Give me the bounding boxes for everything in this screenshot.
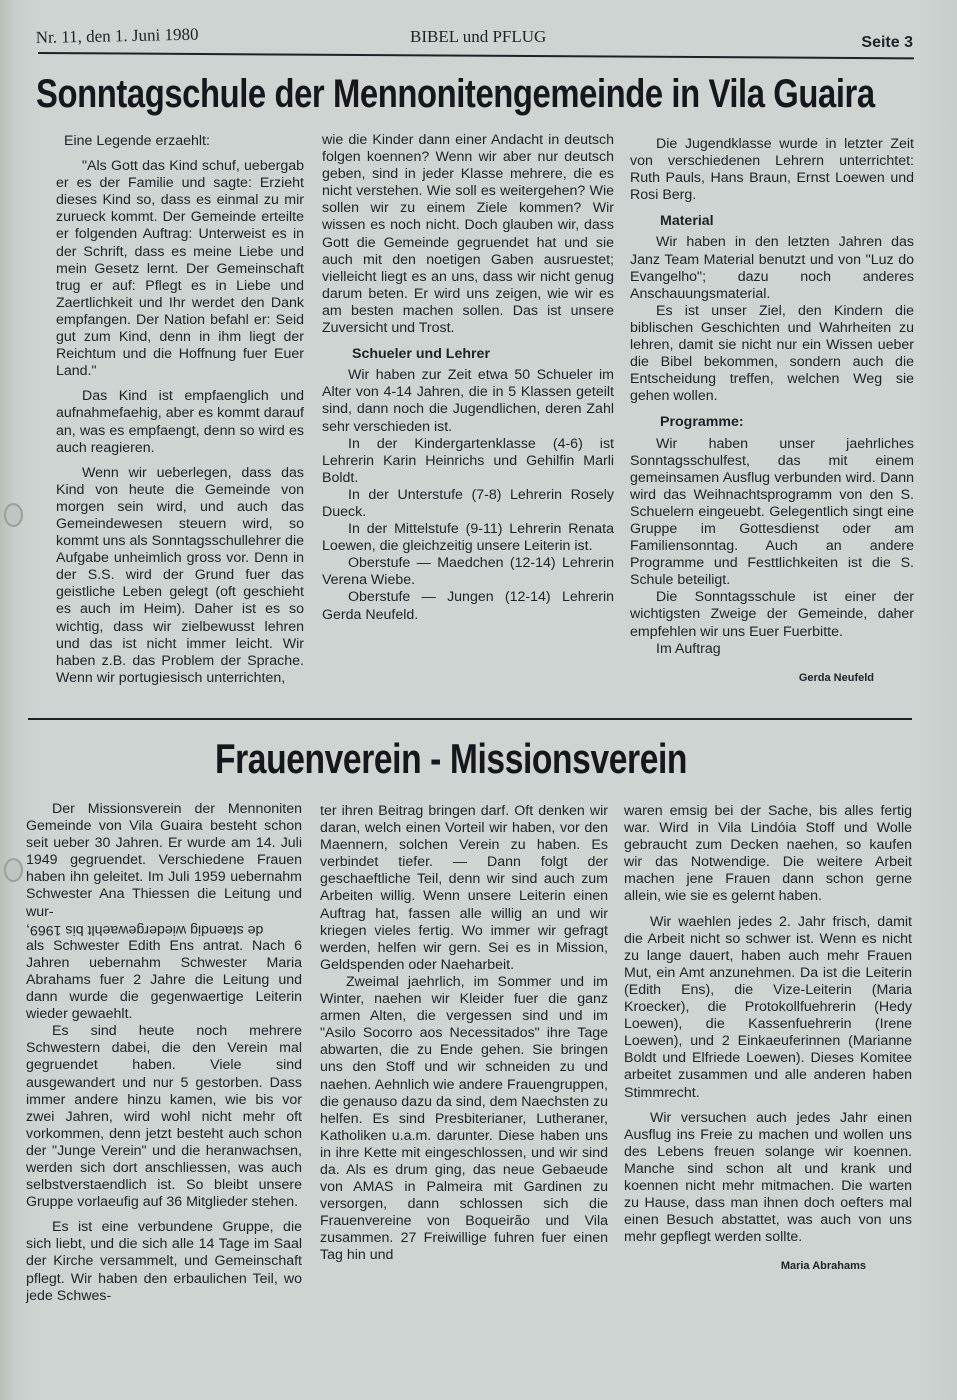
author-signature: Maria Abrahams	[780, 1260, 866, 1273]
text-run: als Schwester Edith Ens antrat. Nach 6 Jahren uebernahm Schwester Maria Abrahams fuer 2 Jahre die Leitung und dann wurde die gegenwaertige Leiterin wieder gewaehlt.	[26, 937, 302, 1023]
paragraph: waren emsig bei der Sache, bis alles fertig war. Wird in Vila Lindóia Stoff und Wolle gebraucht zum Decken naehen, so kaufen wir das Notwendige. Die weitere Arbeit machen jene Frauen dann schon gerne allein, wie sie es gelernt haben.	[624, 803, 912, 905]
page-number: Seite 3	[861, 34, 913, 51]
paragraph: Zweimal jaehrlich, im Sommer und im Winter, naehen wir Kleider fuer die ganz armen Alten, die vergessen sind und im "Asilo Socorro aos Necessitados" ihre Tage abwarten, die zu Ende gehen. Sie bringen uns den Stoff und wir schneiden zu und naehen. Aehnlich wie andere Frauengruppen, die genauso dazu da sind, dem Naechsten zu helfen. Es sind Presbiterianer, Lutheraner, Katholiken u.a.m. darunter. Diese haben uns in ihre Kette mit eingeschlossen, und wir sind da. Als es drum ging, das neue Gebaeude von AMAS in Palmeira mit Gardinen zu versorgen, dann schlossen sich die Frauenvereine von Boqueirão und Vila zusammen. 27 Freiwillige fuhren fuer einen Tag hin und	[320, 973, 608, 1264]
section-heading: Programme:	[660, 414, 744, 431]
article1-column-3	[630, 136, 914, 687]
paragraph: Es ist eine verbundene Gruppe, die sich liebt, und die sich alle 14 Tage im Saal der Kirche versammelt, und Gemeinschaft pflegt. Wir haben den erbaulichen Teil, wo jede Schwes-	[26, 1219, 302, 1304]
header-rule	[38, 52, 914, 59]
paragraph: Oberstufe — Jungen (12-14) Lehrerin Gerda Neufeld.	[322, 589, 614, 623]
paragraph: Wir versuchen auch jedes Jahr einen Ausflug ins Freie zu machen und wollen uns des Lebens freuen solange wir koennen. Manche sind schon alt und krank und koennen nicht mehr mitmachen. Die warten zu Hause, dass man ihnen doch oefters mal einen Besuch abstattet, was auch von uns mehr gepflegt werden sollte.	[624, 1109, 912, 1246]
article2-column-2	[320, 803, 608, 1265]
paragraph: "Als Gott das Kind schuf, uebergab er es der Familie und sagte: Erzieht dieses Kind so, dass es einmal zu mir zurueck kommt. Der Gemeinde erteilte er folgenden Auftrag: Unterweist es in der Schrift, dass es meine Liebe und mein Gesetz lernt. Der Gemeinschaft trug er auf: Pflegt es in Liebe und Zaertlichkeit und Ihr werdet den Dank empfangen. Der Nation befahl er: Seid gut zum Kind, denn in ihm liegt der Reichtum und die Hoffnung fuer Euer Land."	[56, 158, 304, 380]
upside-down-text: de staendig wiedergewaehlt bis 1969,	[26, 921, 264, 938]
paragraph: Wir haben zur Zeit etwa 50 Schueler im Alter von 4-14 Jahren, die in 5 Klassen geteilt sind, dann noch die Jugendlichen, deren Zahl sehr verschieden ist.	[322, 367, 614, 435]
paragraph: Es sind heute noch mehrere Schwestern dabei, die den Verein mal gegruendet haben. Viele sind ausgewandert und nur 5 gestorben. Dass immer andere hinzu kamen, wie bis vor zwei Jahren, wird wohl nicht mehr oft vorkommen, denn jetzt besteht auch schon der "Junge Verein" und die heranwachsen, werden sich dort anschliessen, was auch selbstverstaendlich ist. So bleibt unsere Gruppe vorlaeufig auf 36 Mitglieder stehen.	[26, 1023, 302, 1211]
paragraph	[26, 801, 302, 1023]
paragraph: Eine Legende erzaehlt:	[64, 133, 210, 149]
section-divider	[28, 718, 912, 720]
issue-date: Nr. 11, den 1. Juni 1980	[35, 24, 199, 48]
paragraph: Wir haben unser jaehrliches Sonntagsschulfest, das mit einem gemeinsamen Ausflug verbunden wird. Dann wird das Weihnachtsprogramm von den S. Schuelern eingeuebt. Gelegentlich singt eine Gruppe im Gottesdienst oder am Familiensonntag. Auch an andere Programme und Festtlichkeiten ist die S. Schule beteiligt.	[630, 435, 914, 589]
paragraph: ter ihren Beitrag bringen darf. Oft denken wir daran, welch einen Vorteil wir haben, vor den Maennern, solchen Verein zu haben. Es verbindet tiefer. — Dann folgt der geschaeftliche Teil, denn wir sind auch zum Arbeiten willig. Wenn unsere Leiterin einen Auftrag hat, fassen alle willig an und wir kriegen vieles fertig. Wo immer wir gefragt werden, helfen wir gern. Sei es in Mission, Geldspenden oder Naeharbeit.	[320, 803, 608, 973]
paragraph: Wir waehlen jedes 2. Jahr frisch, damit die Arbeit nicht so schwer ist. Wenn es nicht zu lange dauert, haben auch mehr Frauen Mut, ein Amt anzunehmen. Da ist die Leiterin (Edith Ens), die Vize-Leiterin (Maria Kroecker), die Protokollfuehrerin (Hedy Loewen), die Kassenfuehrerin (Irene Loewen), und 2 Einkaeuferinnen (Marianne Boldt und Elfriede Loewen). Dieses Komitee arbeitet zusammen und alle anderen haben Stimmrecht.	[624, 913, 912, 1101]
paragraph: In der Unterstufe (7-8) Lehrerin Rosely Dueck.	[322, 486, 614, 520]
article1-column-2	[322, 132, 614, 624]
paragraph: Die Jugendklasse wurde in letzter Zeit von verschiedenen Lehrern unterrichtet: Ruth Pauls, Hans Braun, Ernst Loewen und Rosi Berg.	[630, 136, 914, 204]
paragraph: Oberstufe — Maedchen (12-14) Lehrerin Verena Wiebe.	[322, 555, 614, 589]
article2-column-3	[624, 803, 912, 1275]
paragraph: Es ist unser Ziel, den Kindern die biblischen Geschichten und Wahrheiten zu lehren, damit sie nicht nur ein Wissen ueber die Bibel bekommen, sondern auch die Entscheidung treffen, welchen Weg sie gehen wollen.	[630, 302, 914, 405]
paragraph: Wenn wir ueberlegen, dass das Kind von heute die Gemeinde von morgen sein wird, und auch das Gemeindewesen steuern wird, so kommt uns als Sonntagsschullehrer die Aufgabe unheimlich gross vor. Denn in der S.S. wird der Grund fuer das geistliche Leben gelegt (oft geschieht es auch im Heim). Daher ist es so wichtig, dass wir zielbewusst lehren und das ist nicht immer leicht. Wir haben z.B. das Problem der Sprache. Wenn wir portugiesisch unterrichten,	[56, 464, 304, 686]
section-heading: Schueler und Lehrer	[352, 346, 490, 363]
paragraph: In der Kindergartenklasse (4-6) ist Lehrerin Karin Heinrichs und Gehilfin Marli Boldt.	[322, 435, 614, 486]
article2-column-1	[26, 801, 302, 1305]
publication-name: BIBEL und PFLUG	[410, 27, 547, 46]
paragraph: Im Auftrag	[656, 640, 721, 657]
paragraph: In der Mittelstufe (9-11) Lehrerin Renata Loewen, die gleichzeitig unsere Leiterin ist.	[322, 521, 614, 555]
paragraph: Wir haben in den letzten Jahren das Janz Team Material benutzt und von "Luz do Evangelho"; dazu noch anderes Anschauungsmaterial.	[630, 234, 914, 302]
text-run: Der Missionsverein der Mennoniten Gemeinde von Vila Guaira besteht schon seit ueber 30 Jahren. Er wurde am 14. Juli 1949 gegruendet. Verschiedene Frauen haben ihn geleitet. Im Juli 1959 uebernahm Schwester Ana Thiessen die Leitung und wur-	[26, 801, 302, 920]
paragraph: Das Kind ist empfaenglich und aufnahmefaehig, aber es kommt darauf an, was es empfaengt, denn so wird es auch reagieren.	[56, 388, 304, 456]
article1-title: Sonntagschule der Mennonitengemeinde in Vila Guaira	[36, 72, 875, 116]
punch-hole	[4, 858, 23, 882]
article2-title: Frauenverein - Missionsverein	[215, 735, 688, 782]
paragraph: wie die Kinder dann einer Andacht in deutsch folgen koennen? Wenn wir aber nur deutsch geben, sind in jeder Klasse mehrere, die es nicht verstehen. Wie soll es weitergehen? Wie sollen wir zu einem Ziele kommen? Wir wissen es noch nicht. Doch glauben wir, dass Gott die Gemeinde gegruendet hat und sie auch mit den noetigen Gaben ausruestet; vielleicht liegt es an uns, dass wir nicht genug darum beten. Er wird uns zeigen, wie wir es am besten machen sollen. Das ist unsere Zuversicht und Trost.	[322, 132, 614, 337]
section-heading: Material	[660, 213, 714, 230]
author-signature: Gerda Neufeld	[798, 671, 874, 684]
punch-hole	[4, 503, 23, 527]
article1-column-1	[56, 133, 304, 687]
paragraph: Die Sonntagsschule ist einer der wichtigsten Zweige der Gemeinde, daher empfehlen wir uns Euer Fuerbitte.	[630, 589, 914, 640]
